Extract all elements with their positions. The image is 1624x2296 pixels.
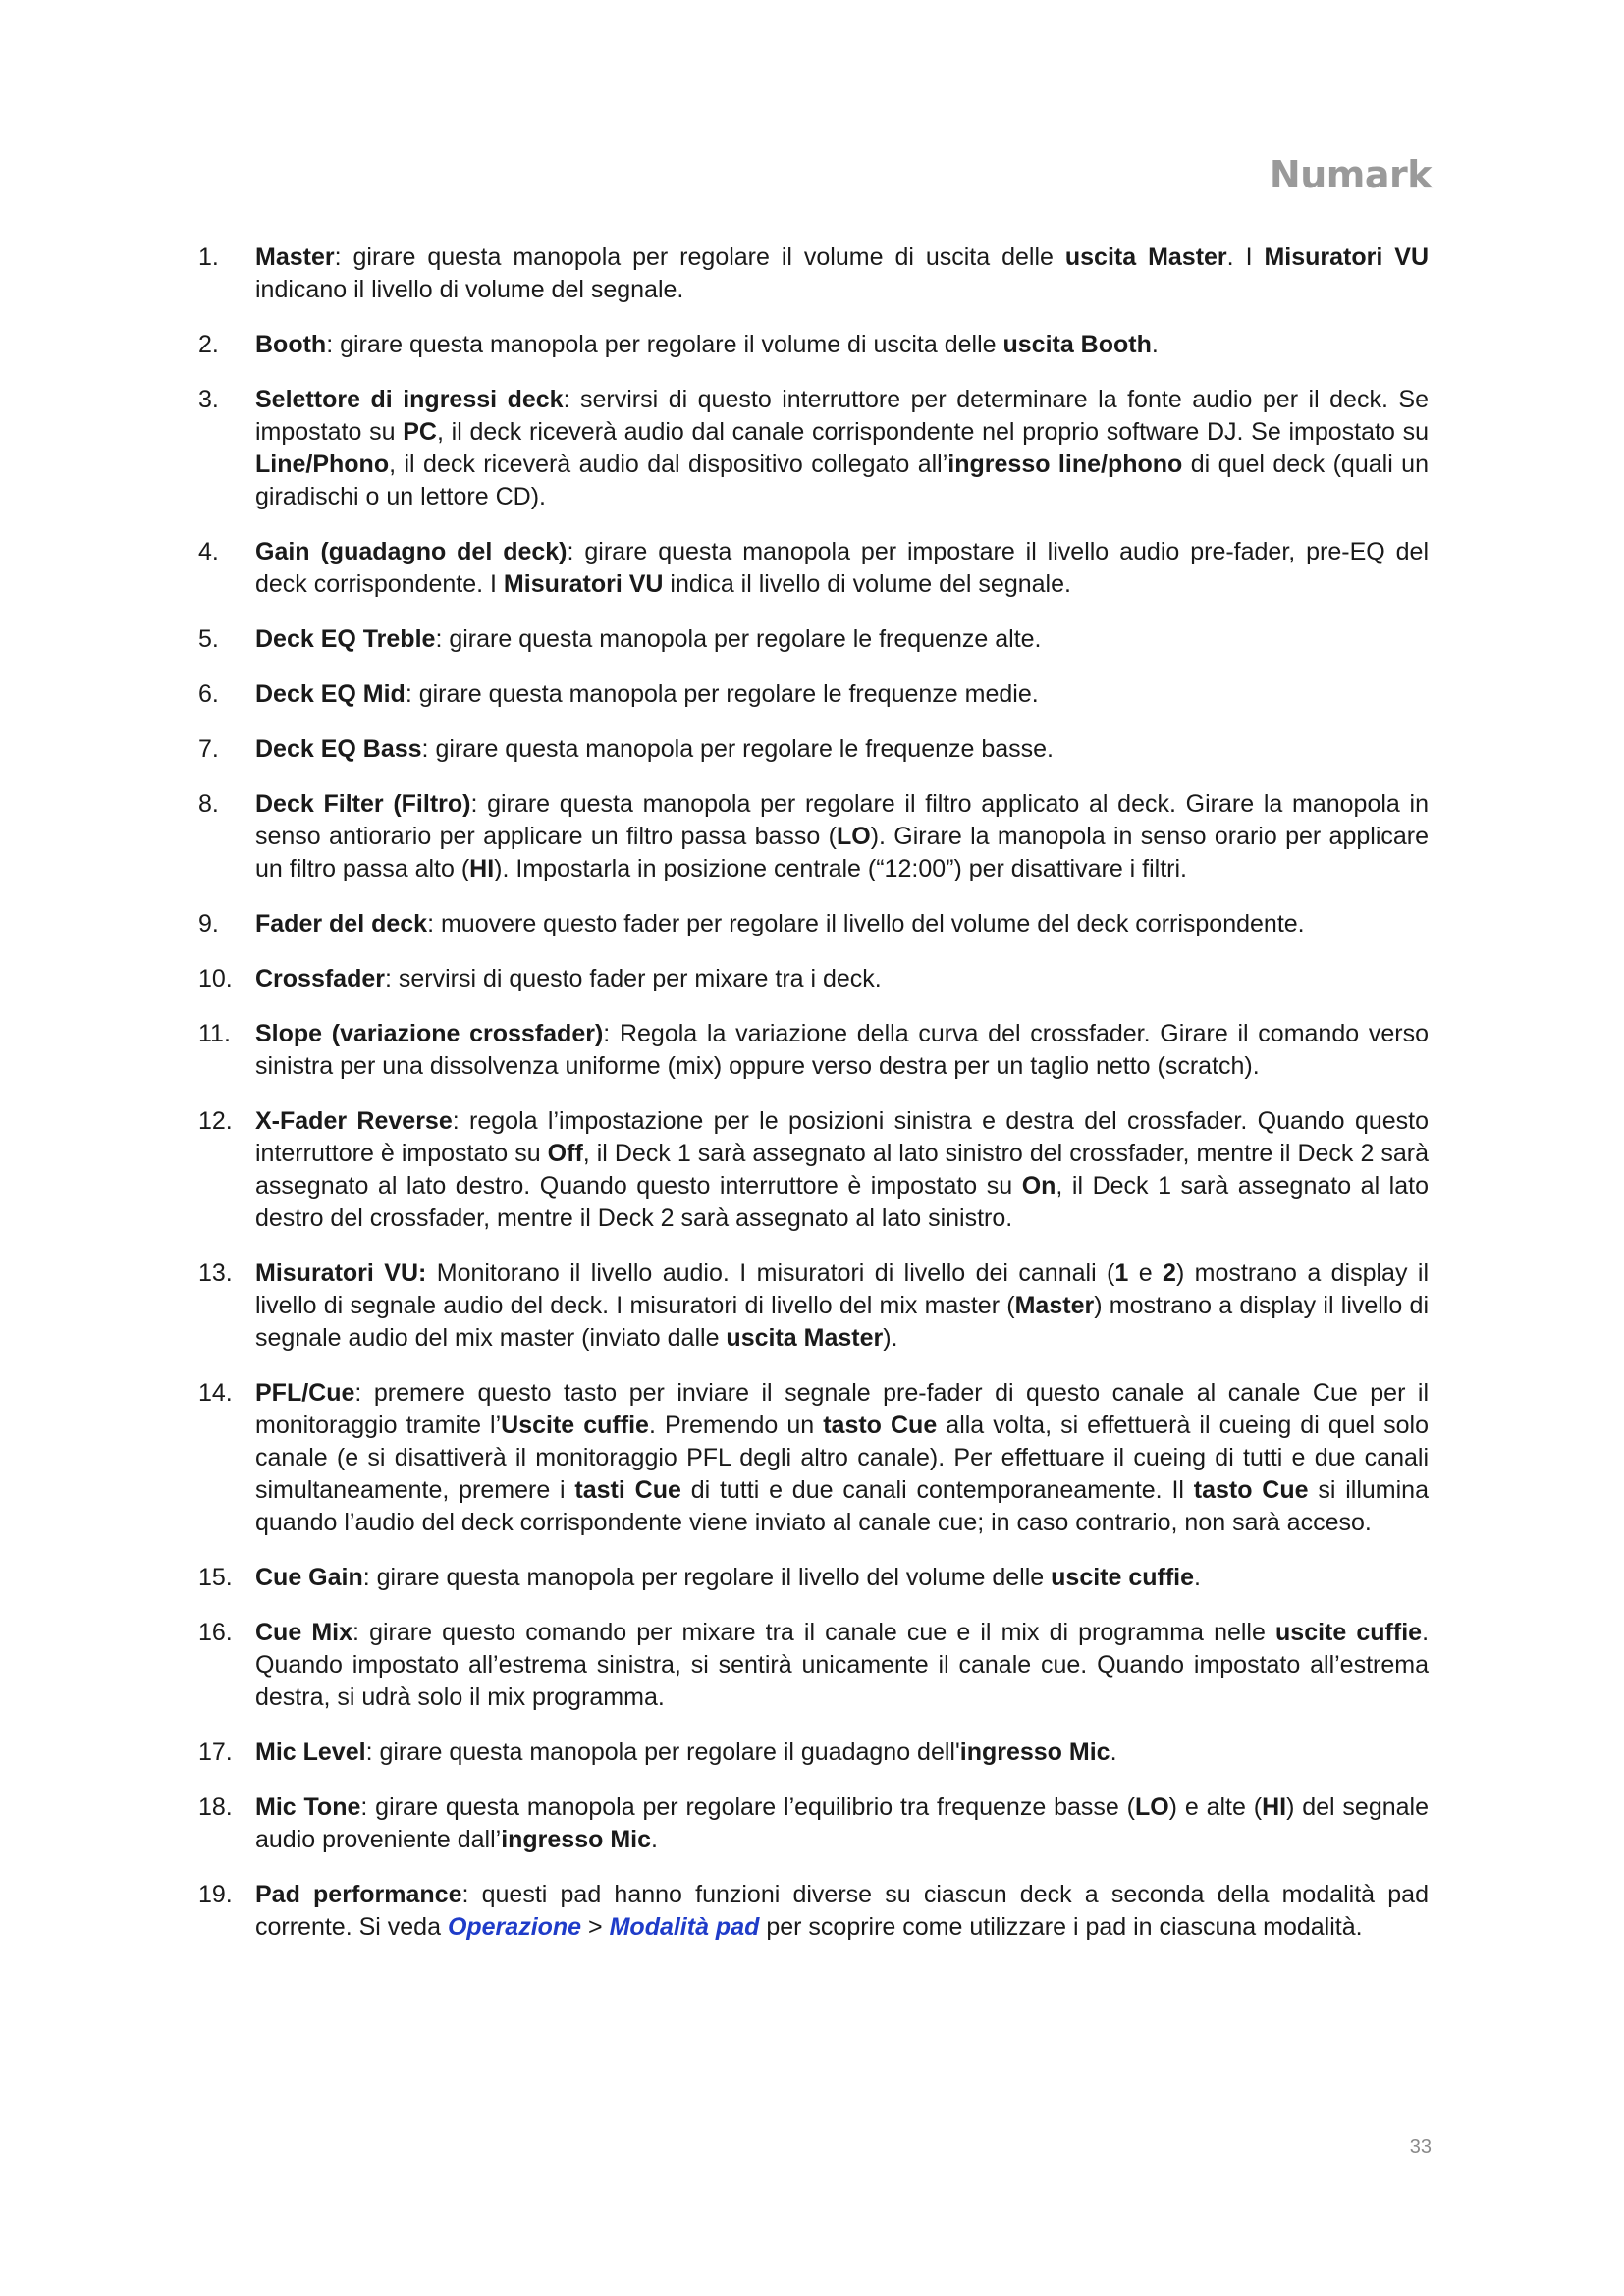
bold-term: X-Fader Reverse xyxy=(255,1107,453,1135)
bold-term: Deck Filter (Filtro) xyxy=(255,790,471,818)
list-item xyxy=(198,241,1429,306)
text-run: Monitorano il livello audio. I misuratori di livello dei cannali ( xyxy=(426,1259,1115,1287)
list-item-number: 17. xyxy=(198,1738,233,1766)
list-item-text xyxy=(255,1736,1429,1769)
bold-term: tasti Cue xyxy=(574,1476,681,1504)
list-item-number: 10. xyxy=(198,965,233,992)
text-run: : girare questa manopola per regolare il volume di uscita delle xyxy=(334,243,1065,271)
bold-term: PFL/Cue xyxy=(255,1379,355,1407)
list-item-text xyxy=(255,1791,1429,1856)
list-item xyxy=(198,1879,1429,1944)
list-item xyxy=(198,733,1429,766)
list-item-number: 14. xyxy=(198,1379,233,1407)
list-item xyxy=(198,1018,1429,1083)
text-run: indicano il livello di volume del segnale. xyxy=(255,276,684,303)
list-item-number: 7. xyxy=(198,735,219,763)
bold-term: Line/Phono xyxy=(255,451,390,478)
text-run: indica il livello di volume del segnale. xyxy=(663,570,1071,598)
list-item-text xyxy=(255,623,1429,656)
list-item-number: 13. xyxy=(198,1259,233,1287)
text-run: ) mostrano a display il livello di segnale audio del deck. I misuratori di livello del mix master ( xyxy=(255,1259,1429,1319)
list-item-number: 6. xyxy=(198,680,219,708)
list-item-text xyxy=(255,678,1429,711)
text-run: di quel deck (quali un giradischi o un lettore CD). xyxy=(255,451,1429,510)
list-item xyxy=(198,1562,1429,1594)
list-item-number: 18. xyxy=(198,1793,233,1821)
text-run: . Quando impostato all’estrema sinistra, si sentirà unicamente il canale cue. Quando impostato all’estrema destra, si udrà solo il mix programma. xyxy=(255,1619,1430,1711)
bold-term: Misuratori VU xyxy=(503,570,664,598)
bold-term: HI xyxy=(469,855,495,882)
text-run: si illumina quando l’audio del deck corrispondente viene inviato al canale cue; in caso contrario, non sarà acceso. xyxy=(255,1476,1429,1536)
cross-reference-link[interactable]: Modalità pad xyxy=(609,1913,760,1941)
bold-term: uscita Booth xyxy=(1002,331,1152,358)
text-run: : girare questa manopola per regolare le frequenze basse. xyxy=(421,735,1055,763)
bold-term: Off xyxy=(547,1140,583,1167)
list-item-text xyxy=(255,1257,1429,1355)
bold-term: Deck EQ Bass xyxy=(255,735,422,763)
list-item-text xyxy=(255,1617,1429,1714)
bold-term: ingresso Mic xyxy=(501,1826,652,1853)
bold-term: uscite cuffie xyxy=(1051,1564,1195,1591)
list-item-text xyxy=(255,733,1429,766)
bold-term: Crossfader xyxy=(255,965,385,992)
page-number: 33 xyxy=(1409,2136,1432,2158)
bold-term: Gain (guadagno del deck) xyxy=(255,538,568,565)
text-run: e xyxy=(1128,1259,1164,1287)
text-run: ) mostrano a display il livello di segnale audio del mix master (inviato dalle xyxy=(255,1292,1429,1352)
list-item-number: 19. xyxy=(198,1881,233,1908)
list-item-number: 3. xyxy=(198,386,219,413)
text-run: : girare questa manopola per regolare il volume di uscita delle xyxy=(326,331,1003,358)
list-item-text xyxy=(255,1018,1429,1083)
bold-term: uscita Master xyxy=(726,1324,884,1352)
bold-term: On xyxy=(1021,1172,1056,1200)
list-item xyxy=(198,788,1429,885)
list-item xyxy=(198,963,1429,995)
text-run: . xyxy=(1194,1564,1201,1591)
bold-term: Selettore di ingressi deck xyxy=(255,386,564,413)
list-item xyxy=(198,384,1429,513)
text-run: : girare questa manopola per impostare il livello audio pre-fader, pre-EQ del deck corrispondente. I xyxy=(255,538,1429,598)
text-run: ). Girare la manopola in senso orario per applicare un filtro passa alto ( xyxy=(255,823,1429,882)
text-run: alla volta, si effettuerà il cueing di quel solo canale (e si disattiverà il monitoraggio PFL degli altro canale). Per effettuare il cueing di tutti e due canali simultaneamente, premere i xyxy=(255,1412,1430,1504)
list-item-number: 9. xyxy=(198,910,219,937)
bold-term: Deck EQ Mid xyxy=(255,680,406,708)
text-run: : girare questa manopola per regolare le frequenze alte. xyxy=(435,625,1042,653)
text-run: : girare questa manopola per regolare il guadagno dell' xyxy=(365,1738,960,1766)
text-run: . xyxy=(1110,1738,1117,1766)
text-run: , il Deck 1 sarà assegnato al lato destro del crossfader, mentre il Deck 2 sarà assegnato al lato sinistro. xyxy=(255,1172,1429,1232)
list-item-text xyxy=(255,1879,1429,1944)
list-item xyxy=(198,329,1429,361)
bold-term: Misuratori VU: xyxy=(255,1259,427,1287)
bold-term: Master xyxy=(255,243,335,271)
numark-logo: Numark xyxy=(1269,153,1432,196)
text-run: : girare questo comando per mixare tra il canale cue e il mix di programma nelle xyxy=(352,1619,1276,1646)
bold-term: 2 xyxy=(1163,1259,1176,1287)
list-item xyxy=(198,1105,1429,1235)
text-run: ). Impostarla in posizione centrale (“12:00”) per disattivare i filtri. xyxy=(494,855,1188,882)
text-run: : servirsi di questo interruttore per determinare la fonte audio per il deck. Se impostato su xyxy=(255,386,1429,446)
text-run: . xyxy=(651,1826,658,1853)
bold-term: Mic Level xyxy=(255,1738,366,1766)
text-run: : girare questa manopola per regolare il livello del volume delle xyxy=(362,1564,1052,1591)
list-item-number: 12. xyxy=(198,1107,233,1135)
list-item xyxy=(198,678,1429,711)
text-run: , il deck riceverà audio dal dispositivo collegato all’ xyxy=(389,451,948,478)
bold-term: Uscite cuffie xyxy=(501,1412,649,1439)
list-item-text xyxy=(255,1377,1429,1539)
list-item-text xyxy=(255,241,1429,306)
bold-term: Mic Tone xyxy=(255,1793,361,1821)
list-item-text xyxy=(255,788,1429,885)
bold-term: Cue Gain xyxy=(255,1564,363,1591)
list-item-number: 1. xyxy=(198,243,219,271)
bold-term: HI xyxy=(1262,1793,1287,1821)
list-item-number: 5. xyxy=(198,625,219,653)
numbered-list xyxy=(198,241,1429,1966)
list-item-number: 15. xyxy=(198,1564,233,1591)
bold-term: uscite cuffie xyxy=(1275,1619,1423,1646)
bold-term: 1 xyxy=(1114,1259,1129,1287)
list-item xyxy=(198,908,1429,940)
list-item-text xyxy=(255,536,1429,601)
bold-term: ingresso line/phono xyxy=(947,451,1183,478)
text-run: , il Deck 1 sarà assegnato al lato sinistro del crossfader, mentre il Deck 2 sarà assegnato al lato destro. Quando questo interruttore è impostato su xyxy=(255,1140,1429,1200)
bold-term: Fader del deck xyxy=(255,910,428,937)
list-item-number: 8. xyxy=(198,790,219,818)
bold-term: Deck EQ Treble xyxy=(255,625,436,653)
text-run: : servirsi di questo fader per mixare tra i deck. xyxy=(385,965,882,992)
text-run: . I xyxy=(1226,243,1265,271)
text-run: , il deck riceverà audio dal canale corrispondente nel proprio software DJ. Se impostato su xyxy=(436,418,1430,446)
text-run: . xyxy=(1151,331,1159,358)
text-run: : muovere questo fader per regolare il livello del volume del deck corrispondente. xyxy=(427,910,1305,937)
list-item-text xyxy=(255,384,1429,513)
text-run: : premere questo tasto per inviare il segnale pre-fader di questo canale al canale Cue per il monitoraggio tramite l’ xyxy=(255,1379,1429,1439)
list-item-text xyxy=(255,963,1429,995)
text-run: : girare questa manopola per regolare l’equilibrio tra frequenze basse ( xyxy=(360,1793,1135,1821)
text-run: : questi pad hanno funzioni diverse su ciascun deck a seconda della modalità pad corrente. Si veda xyxy=(255,1881,1429,1941)
bold-term: Master xyxy=(1014,1292,1095,1319)
text-run: : Regola la variazione della curva del crossfader. Girare il comando verso sinistra per una dissolvenza uniforme (mix) oppure verso destra per un taglio netto (scratch). xyxy=(255,1020,1429,1080)
text-run: ). xyxy=(883,1324,898,1352)
list-item xyxy=(198,1377,1429,1539)
list-item-text xyxy=(255,1562,1429,1594)
text-run: di tutti e due canali contemporaneamente. Il xyxy=(680,1476,1194,1504)
list-item-text xyxy=(255,329,1429,361)
bold-term: Cue Mix xyxy=(255,1619,353,1646)
list-item-number: 2. xyxy=(198,331,219,358)
bold-term: ingresso Mic xyxy=(959,1738,1110,1766)
bold-term: Pad performance xyxy=(255,1881,462,1908)
list-item-number: 16. xyxy=(198,1619,233,1646)
text-run: : girare questa manopola per regolare le frequenze medie. xyxy=(405,680,1039,708)
list-item xyxy=(198,623,1429,656)
bold-term: Booth xyxy=(255,331,327,358)
list-item xyxy=(198,536,1429,601)
text-run: ) del segnale audio proveniente dall’ xyxy=(255,1793,1430,1853)
bold-term: tasto Cue xyxy=(1193,1476,1309,1504)
text-run: > xyxy=(581,1913,610,1941)
text-run: : regola l’impostazione per le posizioni sinistra e destra del crossfader. Quando questo interruttore è impostato su xyxy=(255,1107,1430,1167)
text-run: per scoprire come utilizzare i pad in ciascuna modalità. xyxy=(759,1913,1363,1941)
bold-term: Slope (variazione crossfader) xyxy=(255,1020,604,1047)
text-run: : girare questa manopola per regolare il filtro applicato al deck. Girare la manopola in senso antiorario per applicare un filtro passa basso ( xyxy=(255,790,1430,850)
text-run: ) e alte ( xyxy=(1168,1793,1263,1821)
bold-term: tasto Cue xyxy=(823,1412,938,1439)
text-run: . Premendo un xyxy=(648,1412,824,1439)
bold-term: Misuratori VU xyxy=(1264,243,1429,271)
bold-term: LO xyxy=(1134,1793,1169,1821)
list-item xyxy=(198,1617,1429,1714)
bold-term: uscita Master xyxy=(1064,243,1227,271)
bold-term: PC xyxy=(403,418,437,446)
list-item-text xyxy=(255,908,1429,940)
list-item-number: 4. xyxy=(198,538,219,565)
list-item xyxy=(198,1791,1429,1856)
list-item xyxy=(198,1257,1429,1355)
list-item-number: 11. xyxy=(198,1020,231,1047)
cross-reference-link[interactable]: Operazione xyxy=(447,1913,582,1941)
list-item xyxy=(198,1736,1429,1769)
bold-term: LO xyxy=(836,823,871,850)
list-item-text xyxy=(255,1105,1429,1235)
